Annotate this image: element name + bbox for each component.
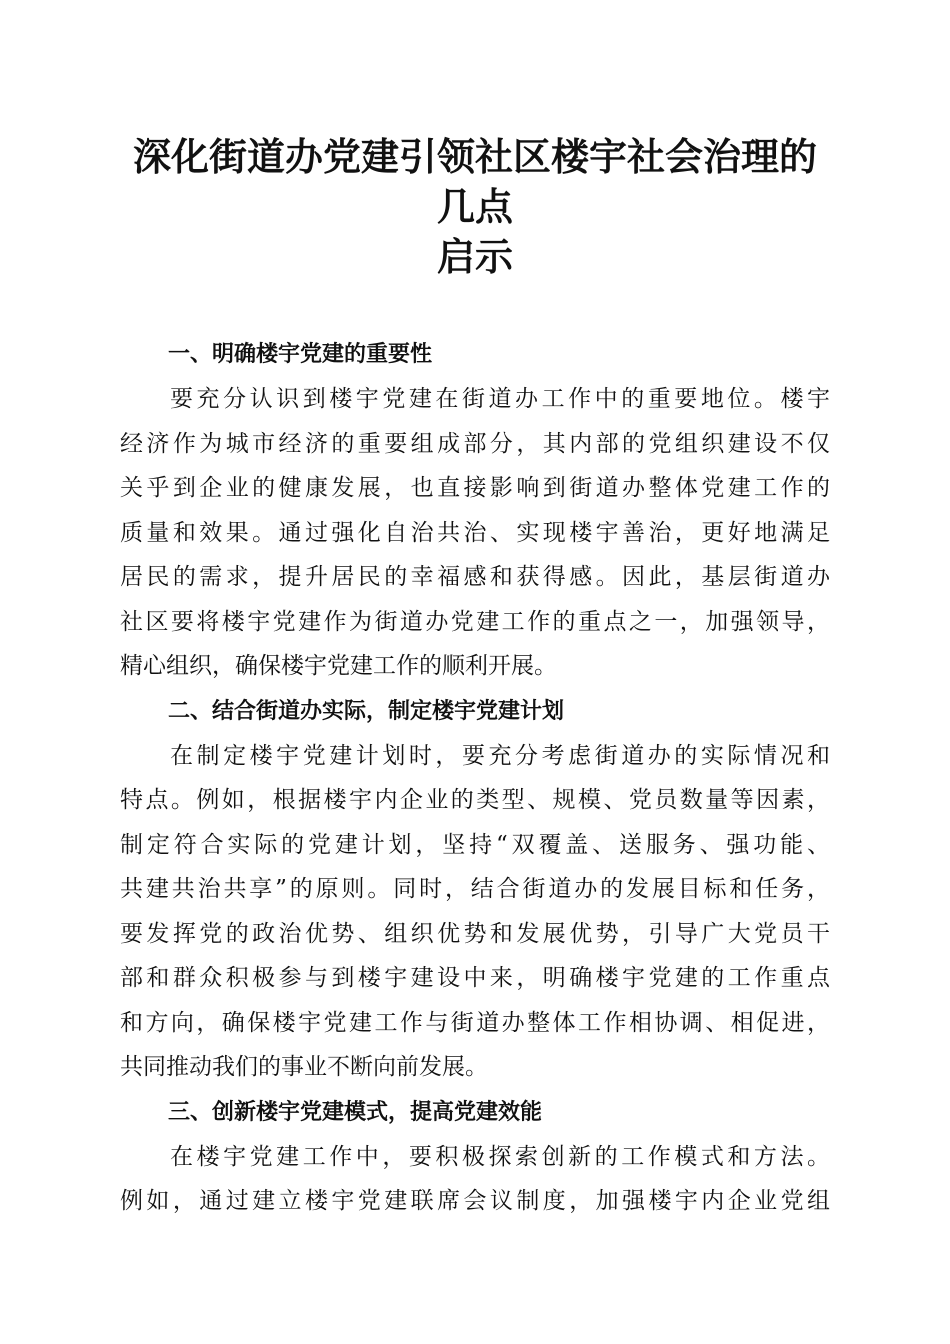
document-title <box>120 132 830 282</box>
section-1 <box>120 332 830 689</box>
paragraph-line: 质量和效果。通过强化自治共治、实现楼宇善治，更好地满足 <box>120 519 830 546</box>
paragraph-line: 要充分认识到楼宇党建在街道办工作中的重要地位。楼宇 <box>170 386 830 412</box>
paragraph-line: 关乎到企业的健康发展，也直接影响到街道办整体党建工作的 <box>120 475 830 501</box>
title-line-1: 深化街道办党建引领社区楼宇社会治理的几点 <box>132 134 817 229</box>
title-line-2: 启示 <box>436 234 513 279</box>
section-2 <box>120 689 830 1090</box>
paragraph-line: 居民的需求，提升居民的幸福感和获得感。因此，基层街道办 <box>120 564 830 590</box>
paragraph-line: 在楼宇党建工作中，要积极探索创新的工作模式和方法。 <box>170 1143 830 1170</box>
paragraph-line: 经济作为城市经济的重要组成部分，其内部的党组织建设不仅 <box>120 430 830 457</box>
paragraph-line: 制定符合实际的党建计划，坚持“双覆盖、送服务、强功能、 <box>120 831 830 858</box>
paragraph-line: 精心组织，确保楼宇党建工作的顺利开展。 <box>120 653 557 679</box>
paragraph-line: 在制定楼宇党建计划时，要充分考虑街道办的实际情况和 <box>170 742 830 769</box>
section-3 <box>120 1090 830 1224</box>
paragraph-line: 共建共治共享”的原则。同时，结合街道办的发展目标和任务， <box>120 876 830 902</box>
section-paragraph <box>120 377 830 689</box>
paragraph-line: 社区要将楼宇党建作为街道办党建工作的重点之一，加强领导， <box>120 608 830 635</box>
section-paragraph <box>120 1135 830 1224</box>
section-paragraph <box>120 734 830 1090</box>
paragraph-line: 要发挥党的政治优势、组织优势和发展优势，引导广大党员干 <box>120 920 830 947</box>
paragraph-line: 共同推动我们的事业不断向前发展。 <box>120 1054 488 1080</box>
paragraph-line: 和方向，确保楼宇党建工作与街道办整体工作相协调、相促进， <box>120 1009 830 1036</box>
section-heading: 一、明确楼宇党建的重要性 <box>168 342 433 367</box>
section-heading: 二、结合街道办实际，制定楼宇党建计划 <box>168 698 565 724</box>
paragraph-line: 例如，通过建立楼宇党建联席会议制度，加强楼宇内企业党组 <box>120 1188 830 1214</box>
paragraph-line: 特点。例如，根据楼宇内企业的类型、规模、党员数量等因素， <box>120 787 830 813</box>
section-heading: 三、创新楼宇党建模式，提高党建效能 <box>168 1099 543 1125</box>
paragraph-line: 部和群众积极参与到楼宇建设中来，明确楼宇党建的工作重点 <box>120 965 830 991</box>
